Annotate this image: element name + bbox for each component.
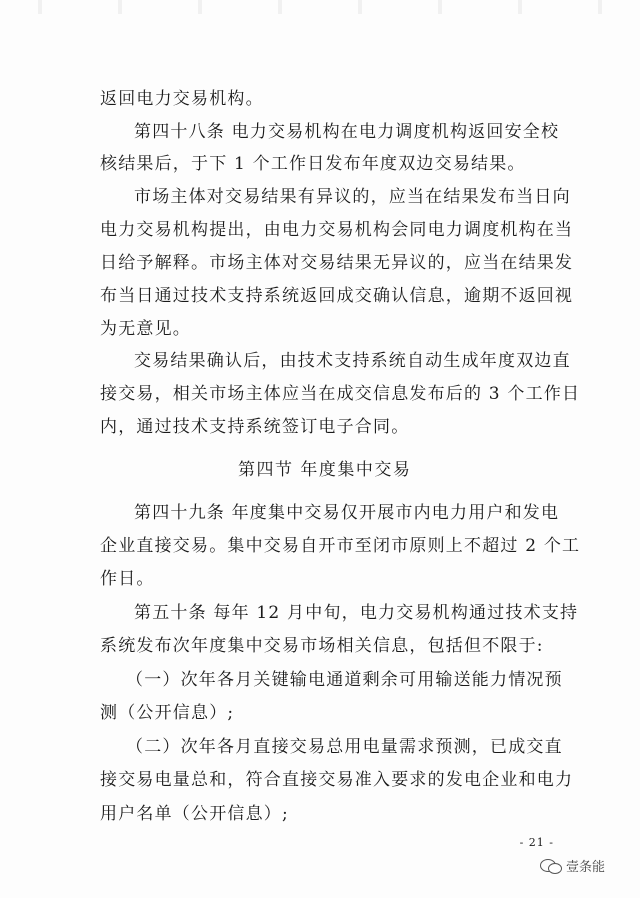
page-number: - 21 -	[519, 836, 554, 849]
article-49-title-line: 第四十九条 年度集中交易仅开展市内电力用户和发电	[134, 503, 560, 523]
list-item-1-line: （一）次年各月关键输电通道剩余可用输送能力情况预	[126, 670, 563, 690]
article-50-title-line: 第五十条 每年 12 月中旬，电力交易机构通过技术支持	[134, 603, 579, 623]
text-line: 企业直接交易。集中交易自开市至闭市原则上不超过 2 个工	[100, 536, 581, 556]
text-line: 内，通过技术支持系统签订电子合同。	[100, 417, 410, 437]
text-line: 用户名单（公开信息）;	[100, 804, 289, 824]
watermark-text: 壹条能	[566, 860, 606, 875]
text-line: 作日。	[100, 569, 155, 589]
text-line: 市场主体对交易结果有异议的，应当在结果发布当日向	[134, 187, 571, 207]
list-item-2-line: （二）次年各月直接交易总用电量需求预测，已成交直	[126, 737, 563, 757]
text-line: 交易结果确认后，由技术支持系统自动生成年度双边直	[134, 351, 571, 371]
text-line: 核结果后，于下 1 个工作日发布年度双边交易结果。	[100, 154, 526, 174]
text-line: 日给予解释。市场主体对交易结果无异议的，应当在结果发	[100, 253, 574, 273]
scan-artifact	[0, 0, 640, 14]
watermark	[540, 856, 605, 875]
text-line: 为无意见。	[100, 319, 191, 339]
text-line: 接交易，相关市场主体应当在成交信息发布后的 3 个工作日	[100, 384, 581, 404]
text-line: 返回电力交易机构。	[100, 89, 264, 109]
text-line: 电力交易机构提出，由电力交易机构会同电力调度机构在当	[100, 220, 574, 240]
section-heading: 第四节 年度集中交易	[238, 460, 412, 480]
text-line: 接交易电量总和，符合直接交易准入要求的发电企业和电力	[100, 770, 574, 790]
article-48-title-line: 第四十八条 电力交易机构在电力调度机构返回安全校	[134, 122, 560, 142]
text-line: 布当日通过技术支持系统返回成交确认信息，逾期不返回视	[100, 286, 574, 306]
wechat-icon	[540, 858, 562, 874]
text-line: 测（公开信息）;	[100, 703, 235, 723]
text-line: 系统发布次年度集中交易市场相关信息，包括但不限于:	[100, 636, 544, 656]
